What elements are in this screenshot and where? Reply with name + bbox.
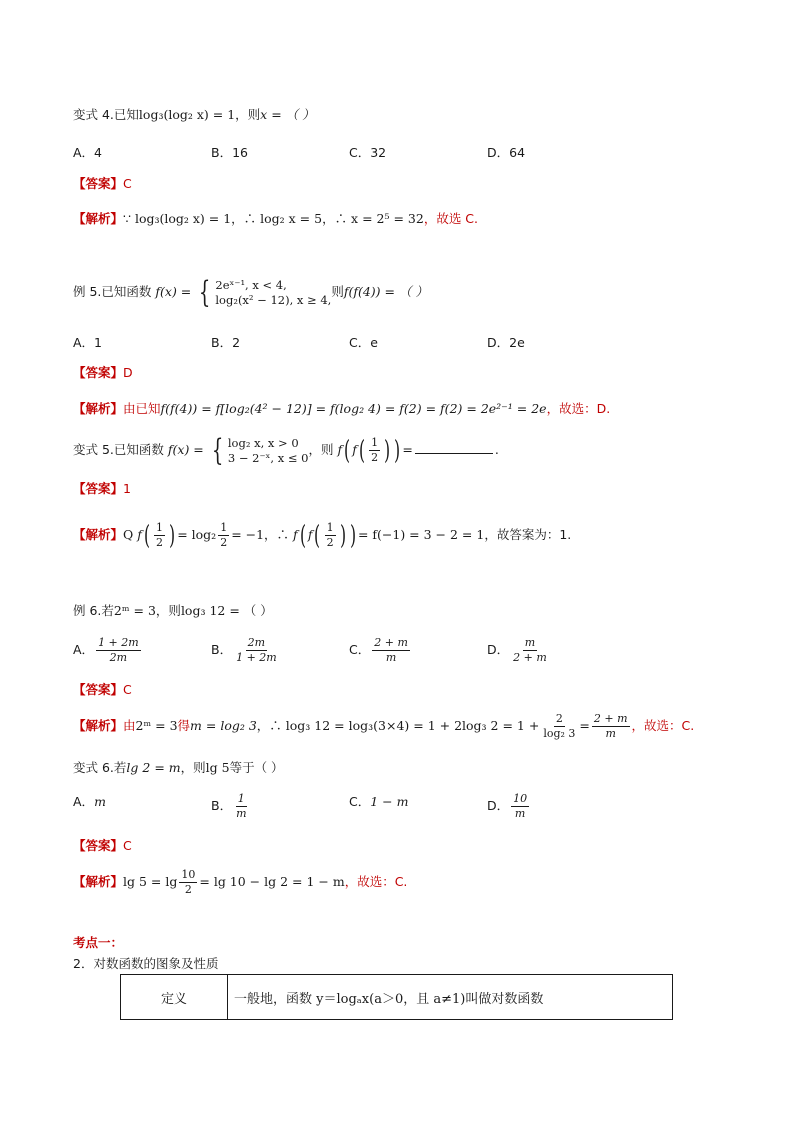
- paren-close: ): [169, 520, 176, 551]
- denominator: 2: [156, 536, 164, 549]
- explanation-tag: 【解析】: [73, 211, 124, 226]
- fraction: [511, 636, 549, 665]
- equals: =: [402, 442, 413, 457]
- fraction: [179, 868, 197, 897]
- option-d: D．64: [487, 145, 526, 160]
- case-1: 2eˣ⁻¹, x < 4,: [215, 277, 287, 292]
- math-expression: m = log₂ 3: [190, 718, 257, 733]
- fraction: [592, 712, 630, 741]
- fraction: [218, 521, 229, 550]
- option-text: m: [94, 794, 106, 809]
- numerator: 1: [371, 436, 379, 449]
- option-a: [73, 636, 211, 665]
- numerator: 1: [220, 521, 228, 534]
- paren-close: ): [394, 435, 401, 466]
- variant4-explanation: [73, 210, 478, 228]
- option-a: [73, 792, 211, 821]
- fraction: [234, 792, 248, 821]
- option-c: C．e: [349, 335, 378, 350]
- option-c: [349, 636, 487, 665]
- variant6-options: [73, 792, 693, 821]
- question-text: 已知函数: [101, 284, 152, 299]
- fraction: [96, 636, 141, 665]
- function-symbol: f: [307, 527, 313, 542]
- math-expression: = lg 10 − lg 2 = 1 − m: [199, 874, 345, 889]
- math-expression: = log₂: [177, 527, 217, 542]
- math-expression: f(f(4)) = （ ）: [343, 284, 428, 299]
- math-expression: ∵ log₃(log₂ x) = 1，∴ log₂ x = 5，∴ x = 2⁵ = 32: [123, 211, 424, 226]
- math-expression: lg 2 = m: [126, 760, 181, 775]
- fraction: [541, 712, 577, 741]
- question-label: 变式 5.: [73, 442, 114, 457]
- numerator: 2m: [247, 636, 266, 649]
- question-text: 等于（ ）: [229, 760, 284, 775]
- explanation-tag: 【解析】: [73, 718, 124, 733]
- option-d: [487, 792, 625, 821]
- math-expression: f(x) =: [155, 284, 192, 299]
- cases: [215, 278, 331, 308]
- variant5-answer: [73, 480, 131, 498]
- question-text: 若: [101, 603, 114, 618]
- variant4-answer: [73, 175, 132, 193]
- answer-value: D: [123, 365, 133, 380]
- variant5-question: [73, 430, 499, 470]
- numerator: 2 + m: [374, 636, 408, 649]
- answer-value: C: [123, 682, 132, 697]
- variant4-question: [73, 106, 315, 124]
- option-a: A．4: [73, 145, 103, 160]
- equals: =: [579, 718, 590, 733]
- math-expression: lg 5 = lg: [123, 874, 178, 889]
- option-letter: C．: [349, 794, 371, 809]
- table-cell-term: 定义: [121, 975, 228, 1020]
- example5-answer: [73, 364, 133, 382]
- math-expression: = f(−1) = 3 − 2 = 1: [357, 527, 485, 542]
- fraction: [154, 521, 165, 550]
- question-label: 变式 6.: [73, 760, 114, 775]
- option-letter: C．: [349, 642, 371, 657]
- period: .: [494, 442, 499, 457]
- answer-value: C: [123, 176, 132, 191]
- numerator: 1: [237, 792, 245, 805]
- fraction: [369, 436, 380, 465]
- example5-question: [73, 272, 428, 312]
- option-letter: B．: [211, 642, 233, 657]
- example5-explanation: [73, 400, 610, 418]
- explanation-end: ，故选：D.: [546, 401, 611, 416]
- case-1: log₂ x, x > 0: [227, 435, 299, 450]
- question-label: 变式 4.: [73, 107, 114, 122]
- explanation-tag: 【解析】: [73, 527, 124, 542]
- explanation-end: ，故选 C.: [423, 211, 478, 226]
- denominator: 1 + 2m: [236, 651, 277, 664]
- example5-options: [73, 333, 693, 351]
- piecewise-function: [208, 432, 309, 468]
- math-expression: f(f(4)) = f[log₂(4² − 12)] = f(log₂ 4) = f(2) = f(2) = 2e²⁻¹ = 2e: [160, 401, 547, 416]
- example6-explanation: [73, 706, 694, 746]
- explanation-text: 由: [123, 718, 136, 733]
- option-b: [211, 792, 349, 821]
- option-b: B．2: [211, 335, 241, 350]
- option-d: [487, 636, 625, 665]
- denominator: 2: [326, 536, 334, 549]
- math-expression: = −1，∴: [231, 527, 290, 542]
- question-text: ，则: [235, 107, 261, 122]
- function-symbol: f: [293, 527, 298, 542]
- option-letter: D．: [487, 798, 510, 813]
- numerator: 10: [181, 868, 196, 881]
- answer-tag: 【答案】: [73, 838, 124, 853]
- numerator: 2: [555, 712, 563, 725]
- option-d: D．2e: [487, 335, 525, 350]
- paren-close: ): [349, 520, 356, 551]
- function-symbol: f: [337, 442, 343, 457]
- option-letter: D．: [487, 642, 510, 657]
- math-expression: log₃(log₂ x) = 1: [138, 107, 236, 122]
- definition-table: [120, 974, 673, 1020]
- function-symbol: f: [137, 527, 142, 542]
- denominator: log₂ 3: [543, 727, 576, 740]
- paren-close: ): [384, 435, 391, 466]
- fraction: [325, 521, 336, 550]
- fraction: [372, 636, 410, 665]
- piecewise-function: [195, 274, 332, 310]
- math-expression: lg 5: [205, 760, 230, 775]
- option-c: C．32: [349, 145, 387, 160]
- denominator: 2: [184, 883, 192, 896]
- question-text: 则: [331, 284, 344, 299]
- denominator: m: [236, 807, 247, 820]
- numerator: m: [524, 636, 536, 649]
- example6-question: [73, 602, 273, 620]
- option-letter: B．: [211, 798, 233, 813]
- math-expression: log₃ 12 = （ ）: [180, 603, 273, 618]
- numerator: 1: [326, 521, 334, 534]
- denominator: 2: [371, 451, 379, 464]
- explanation-text: 由已知: [123, 401, 161, 416]
- explanation-tag: 【解析】: [73, 874, 124, 889]
- explanation-text: 得: [177, 718, 191, 733]
- paren-open: (: [344, 435, 351, 466]
- variant4-options: [73, 143, 693, 161]
- option-b: [211, 636, 349, 665]
- answer-blank: [415, 453, 493, 454]
- fraction: [234, 636, 279, 665]
- option-b: B．16: [211, 145, 248, 160]
- answer-tag: 【答案】: [73, 176, 124, 191]
- denominator: m: [605, 727, 616, 740]
- variant5-explanation: [73, 515, 571, 555]
- variant6-question: [73, 759, 284, 777]
- table-row: [121, 975, 673, 1020]
- function-symbol: f: [352, 442, 357, 457]
- denominator: 2: [220, 536, 228, 549]
- brace-icon: {: [199, 274, 211, 310]
- explanation-end: ，故选：C.: [631, 718, 695, 733]
- cases: [228, 436, 309, 466]
- question-label: 例 6.: [73, 603, 102, 618]
- example6-options: [73, 636, 693, 665]
- variant6-explanation: [73, 862, 407, 902]
- option-text: 1 − m: [370, 794, 409, 809]
- paren-open: (: [314, 520, 321, 551]
- question-text: ，则: [180, 760, 206, 775]
- math-expression: ，∴ log₃ 12 = log₃(3×4) = 1 + 2log₃ 2 = 1 +: [256, 718, 540, 733]
- fraction: [511, 792, 529, 821]
- case-2: log₂(x² − 12), x ≥ 4,: [215, 292, 332, 307]
- explanation-end: ，故选：C.: [344, 874, 408, 889]
- question-text: 若: [113, 760, 127, 775]
- question-text: 已知: [113, 107, 139, 122]
- paren-open: (: [299, 520, 306, 551]
- denominator: m: [385, 651, 397, 664]
- section-subtitle: 2．对数函数的图象及性质: [73, 956, 219, 971]
- answer-tag: 【答案】: [73, 365, 124, 380]
- variant6-answer: [73, 837, 132, 855]
- numerator: 10: [513, 792, 528, 805]
- numerator: 2 + m: [593, 712, 628, 725]
- denominator: 2 + m: [513, 651, 547, 664]
- table-cell-definition: 一般地，函数 y＝logₐx(a＞0，且 a≠1)叫做对数函数: [228, 975, 673, 1020]
- question-text: ，则: [155, 603, 181, 618]
- math-expression: x = （ ）: [260, 107, 315, 122]
- question-text: 已知函数: [113, 442, 164, 457]
- explanation-tag: 【解析】: [73, 401, 124, 416]
- option-letter: A．: [73, 642, 95, 657]
- answer-tag: 【答案】: [73, 481, 124, 496]
- case-2: 3 − 2⁻ˣ, x ≤ 0: [227, 450, 309, 465]
- paren-close: ): [339, 520, 346, 551]
- explanation-end: ，故答案为：1.: [484, 527, 572, 542]
- answer-tag: 【答案】: [73, 682, 124, 697]
- math-expression: f(x) =: [167, 442, 204, 457]
- section-title: 考点一：: [73, 935, 124, 950]
- numerator: 1: [156, 521, 164, 534]
- paren-open: (: [358, 435, 366, 466]
- paren-open: (: [143, 520, 151, 551]
- answer-value: C: [123, 838, 132, 853]
- brace-icon: {: [211, 432, 224, 468]
- math-expression: 2ᵐ = 3: [113, 603, 156, 618]
- option-a: A．1: [73, 335, 103, 350]
- denominator: m: [514, 807, 526, 820]
- option-letter: A．: [73, 794, 95, 809]
- denominator: 2m: [109, 651, 128, 664]
- answer-value: 1: [123, 481, 131, 496]
- option-c: [349, 792, 487, 821]
- numerator: 1 + 2m: [98, 636, 139, 649]
- because-symbol: Q: [123, 527, 134, 542]
- example6-answer: [73, 681, 132, 699]
- math-expression: 2ᵐ = 3: [135, 718, 178, 733]
- question-label: 例 5.: [73, 284, 102, 299]
- question-text: ，则: [308, 442, 334, 457]
